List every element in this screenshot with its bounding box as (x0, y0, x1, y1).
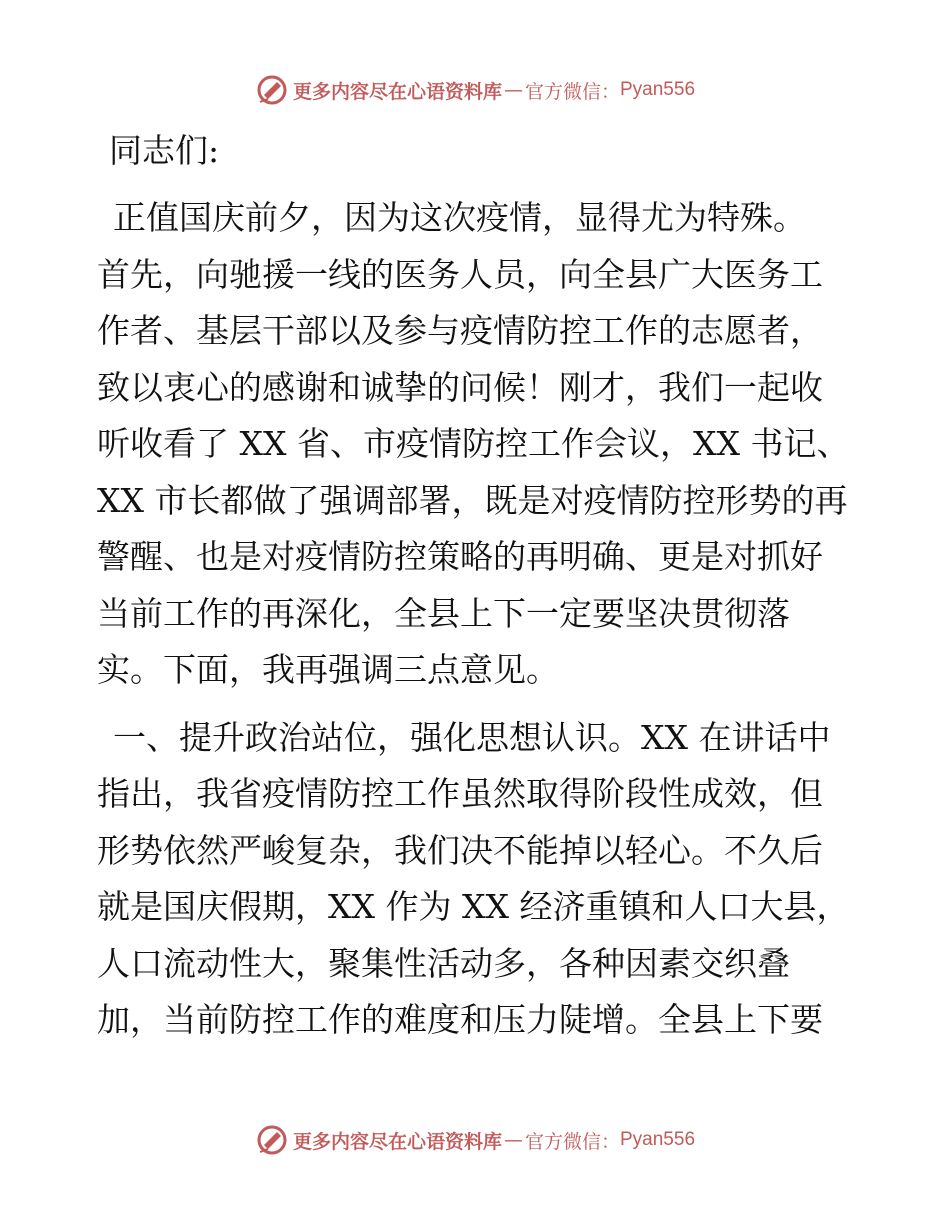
text-line: 指出，我省疫情防控工作虽然取得阶段性成效，但 (97, 774, 823, 813)
watermark-main-text: 更多内容尽在心语资料库 (292, 80, 502, 103)
text-line: 首先，向驰援一线的医务人员，向全县广大医务工 (97, 254, 823, 294)
footer-watermark (0, 1120, 950, 1160)
text-line: 人口流动性大，聚集性活动多，各种因素交织叠 (97, 943, 790, 983)
text-line: 致以衷心的感谢和诚挚的问候！刚才，我们一起收 (97, 367, 823, 407)
watermark-dash: — (503, 1129, 523, 1151)
paragraph-2 (97, 710, 857, 1049)
text-line: 加，当前防控工作的难度和压力陡增。全县上下要 (97, 1000, 823, 1039)
pen-logo-icon (255, 1123, 289, 1157)
watermark-sub-text: 官方微信： (524, 1130, 620, 1153)
document-body (97, 123, 857, 1060)
pen-logo-icon (255, 73, 289, 107)
watermark-sub-text: 官方微信： (524, 80, 620, 103)
text-line: 形势依然严峻复杂，我们决不能掉以轻心。不久后 (97, 830, 823, 870)
watermark-id: Pyan556 (620, 79, 696, 100)
text-line: 就是国庆假期，XX 作为 XX 经济重镇和人口大县， (97, 887, 850, 926)
paragraph-1 (97, 190, 857, 699)
text-line: 作者、基层干部以及参与疫情防控工作的志愿者， (97, 311, 823, 350)
watermark-dash: — (503, 79, 523, 101)
watermark-main-text: 更多内容尽在心语资料库 (292, 1130, 502, 1153)
text-line: 当前工作的再深化，全县上下一定要坚决贯彻落 (97, 593, 790, 633)
text-line: 警醒、也是对疫情防控策略的再明确、更是对抓好 (97, 537, 823, 576)
header-watermark (0, 70, 950, 110)
text-line: 实。下面，我再强调三点意见。 (97, 650, 559, 689)
salutation: 同志们: (109, 131, 220, 170)
text-line: 正值国庆前夕，因为这次疫情，显得尤为特殊。 (113, 198, 806, 237)
watermark-id: Pyan556 (620, 1129, 696, 1150)
text-line: 听收看了 XX 省、市疫情防控工作会议，XX 书记、 (97, 424, 850, 463)
text-line: 一、提升政治站位，强化思想认识。XX 在讲话中 (113, 717, 831, 757)
text-line: XX 市长都做了强调部署，既是对疫情防控形势的再 (97, 480, 848, 520)
